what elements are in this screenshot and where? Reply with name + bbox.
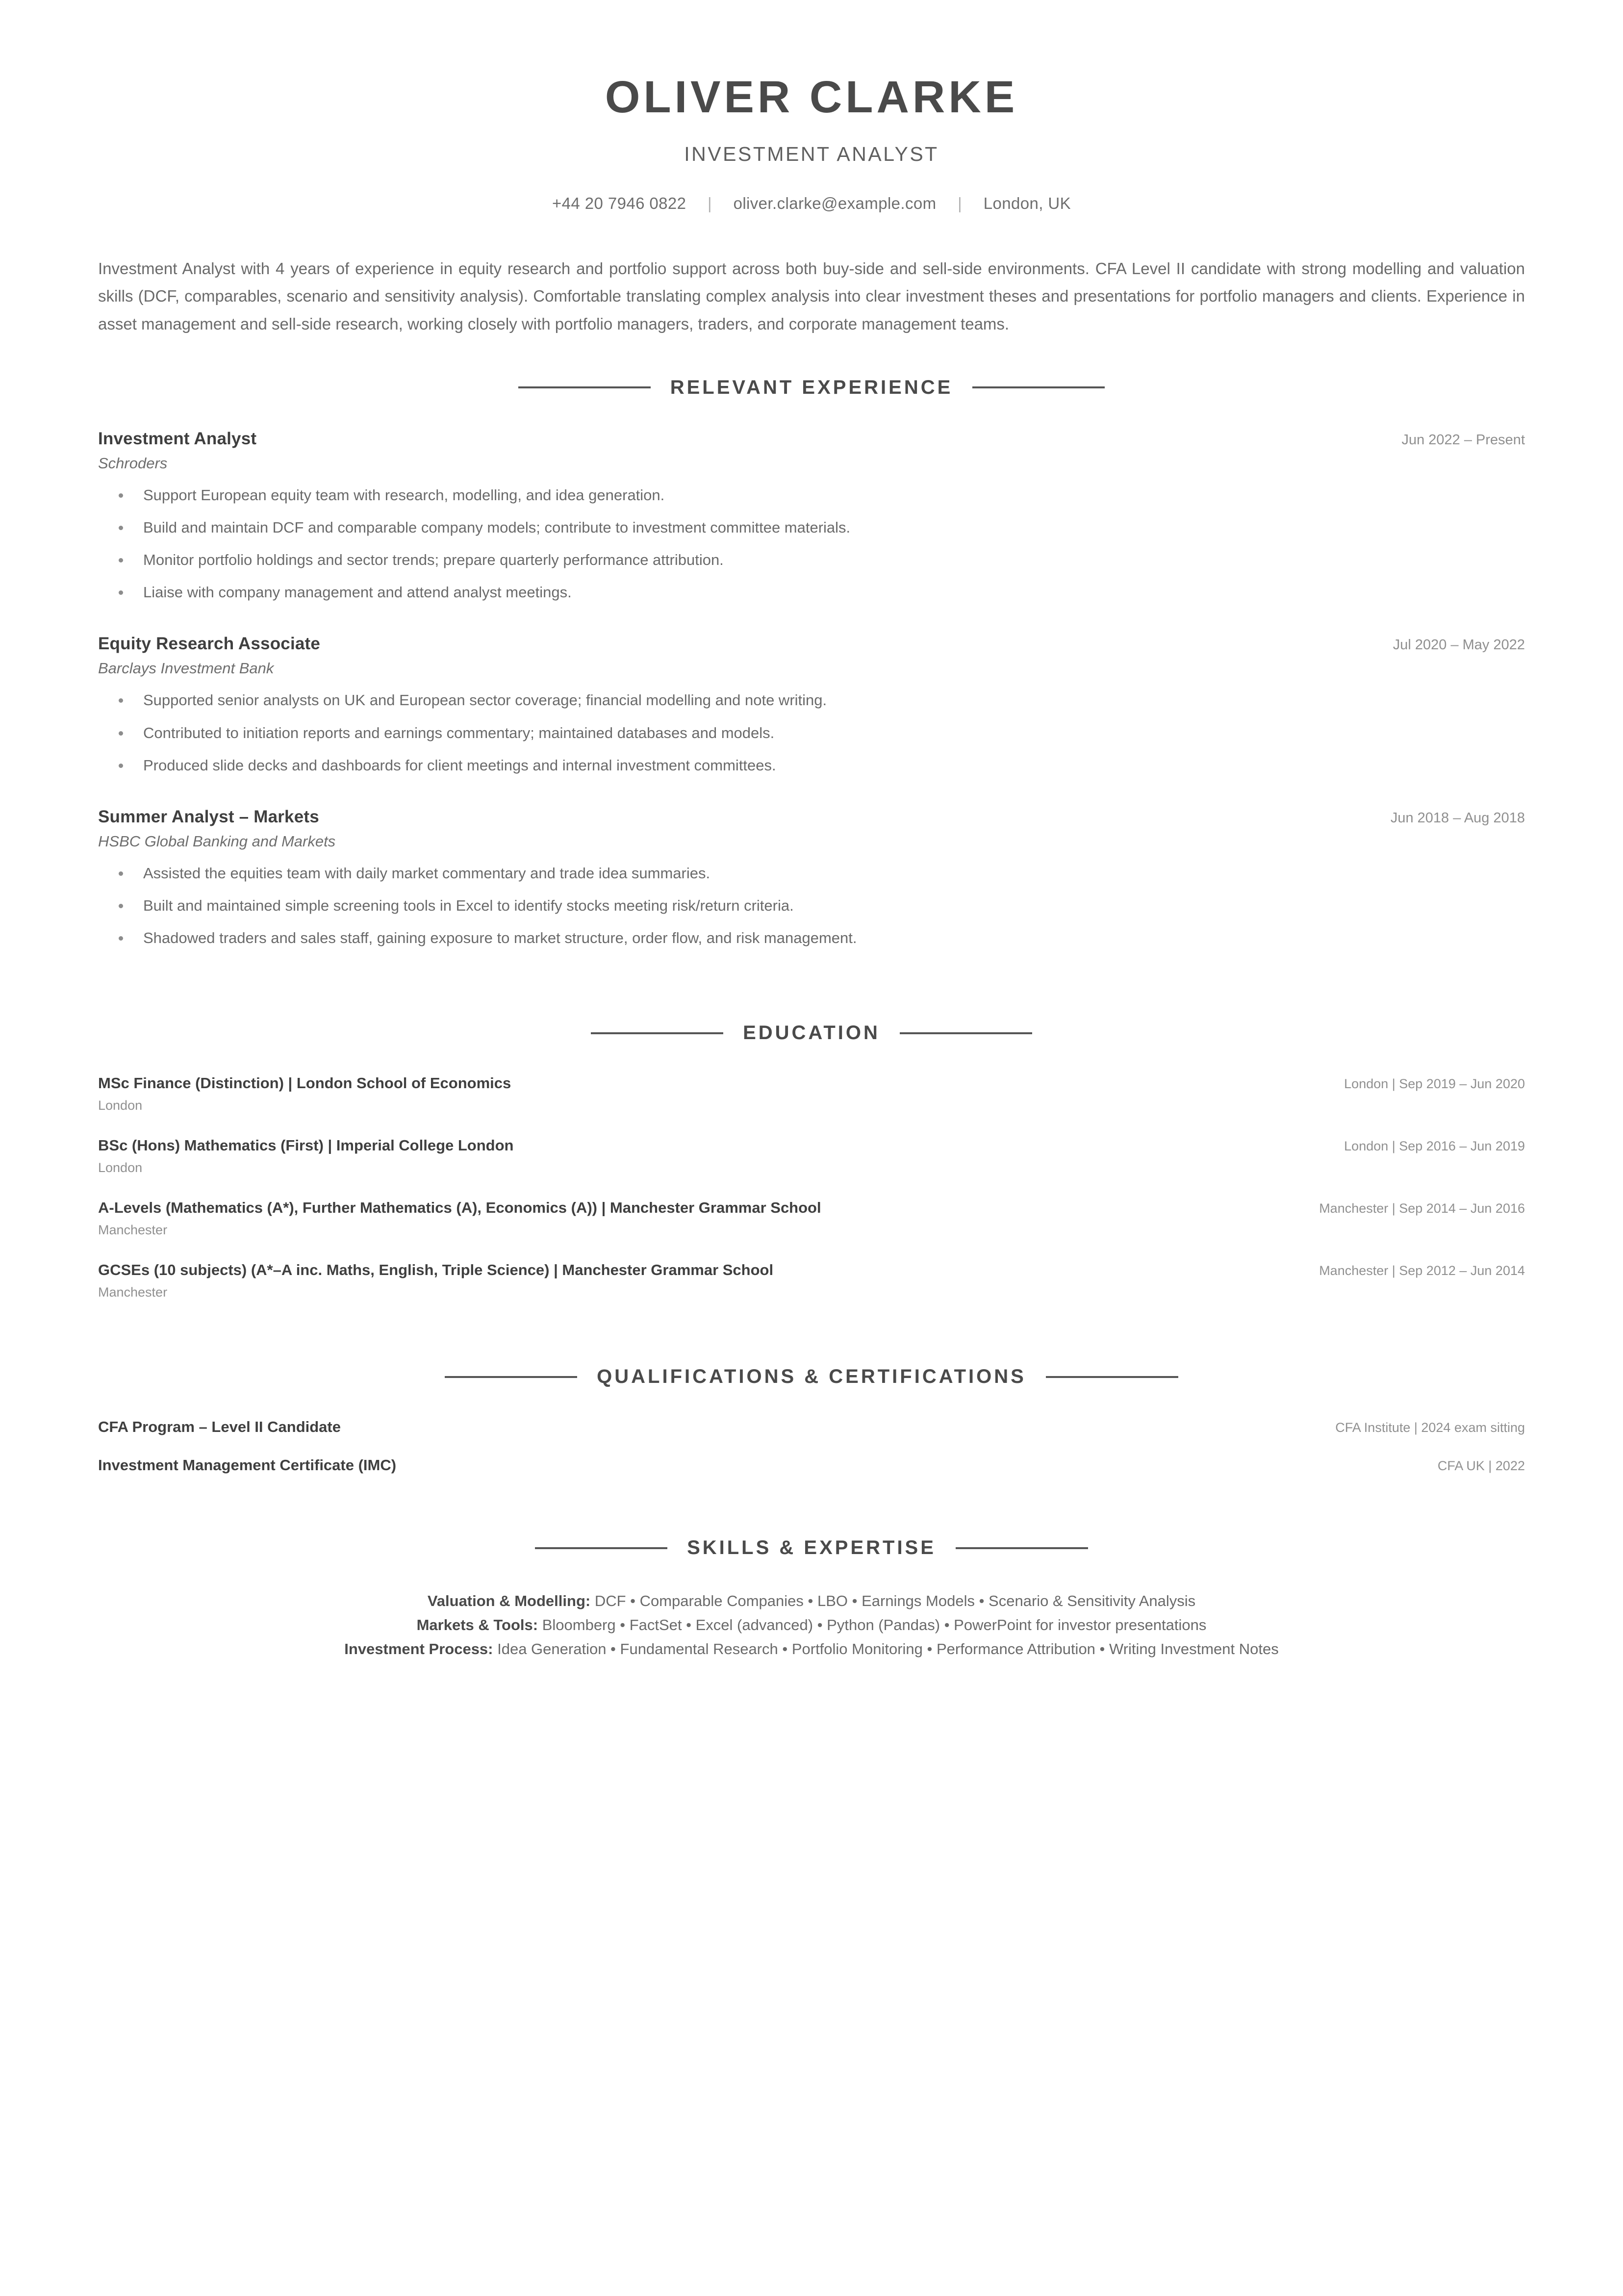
rule-left-icon <box>535 1547 667 1549</box>
education-degree: GCSEs (10 subjects) (A*–A inc. Maths, English, Triple Science) | Manchester Grammar School <box>98 1261 774 1279</box>
qualification-entry <box>98 1418 1525 1436</box>
section-header-qualifications <box>98 1366 1525 1388</box>
section-header-education <box>98 1022 1525 1044</box>
contact-separator-1: | <box>708 194 712 212</box>
skill-line <box>98 1637 1525 1661</box>
job-company: Schroders <box>98 454 168 472</box>
rule-right-icon <box>1046 1376 1178 1378</box>
spacer <box>98 980 1525 1022</box>
education-entry <box>98 1074 1525 1113</box>
rule-left-icon <box>518 386 651 388</box>
job-bullet: Monitor portfolio holdings and sector trends; prepare quarterly performance attribution. <box>98 550 1525 570</box>
education-header-row <box>98 1199 1525 1217</box>
skill-line <box>98 1613 1525 1637</box>
education-location: London <box>98 1160 143 1175</box>
education-degree: A-Levels (Mathematics (A*), Further Mathematics (A), Economics (A)) | Manchester Grammar School <box>98 1199 821 1217</box>
education-meta: Manchester | Sep 2012 – Jun 2014 <box>1319 1263 1525 1278</box>
job-title: Summer Analyst – Markets <box>98 807 319 826</box>
job-bullet: Assisted the equities team with daily market commentary and trade idea summaries. <box>98 863 1525 884</box>
rule-right-icon <box>900 1032 1032 1034</box>
skill-category: Valuation & Modelling: <box>427 1592 591 1610</box>
rule-right-icon <box>972 386 1105 388</box>
education-meta: London | Sep 2019 – Jun 2020 <box>1344 1076 1525 1092</box>
job-bullet: Shadowed traders and sales staff, gaining exposure to market structure, order flow, and risk management. <box>98 928 1525 948</box>
job-date: Jun 2018 – Aug 2018 <box>1390 810 1525 826</box>
section-title-skills: SKILLS & EXPERTISE <box>687 1537 936 1559</box>
education-meta: Manchester | Sep 2014 – Jun 2016 <box>1319 1201 1525 1216</box>
job-bullet: Build and maintain DCF and comparable company models; contribute to investment committee materials. <box>98 517 1525 538</box>
section-title-qualifications: QUALIFICATIONS & CERTIFICATIONS <box>597 1366 1026 1388</box>
job-date: Jul 2020 – May 2022 <box>1393 637 1525 653</box>
education-degree: BSc (Hons) Mathematics (First) | Imperial College London <box>98 1137 514 1154</box>
spacer <box>98 1324 1525 1366</box>
education-header-row <box>98 1137 1525 1154</box>
job-company: Barclays Investment Bank <box>98 660 274 677</box>
qualification-meta: CFA UK | 2022 <box>1437 1458 1525 1474</box>
education-header-row <box>98 1261 1525 1279</box>
skill-items: DCF • Comparable Companies • LBO • Earnings Models • Scenario & Sensitivity Analysis <box>590 1592 1196 1610</box>
email-text: oliver.clarke@example.com <box>733 194 937 212</box>
job-bullet-list <box>98 690 1525 775</box>
job-bullet: Contributed to initiation reports and earnings commentary; maintained databases and models. <box>98 723 1525 743</box>
experience-header-row <box>98 634 1525 654</box>
education-location: Manchester <box>98 1223 168 1238</box>
qualification-row <box>98 1418 1525 1436</box>
job-bullet: Support European equity team with research, modelling, and idea generation. <box>98 485 1525 506</box>
rule-left-icon <box>591 1032 723 1034</box>
education-header-row <box>98 1074 1525 1092</box>
location-text: London, UK <box>983 194 1071 212</box>
experience-header-row <box>98 429 1525 449</box>
experience-entry <box>98 807 1525 948</box>
candidate-role: INVESTMENT ANALYST <box>684 142 939 165</box>
qualification-meta: CFA Institute | 2024 exam sitting <box>1335 1420 1525 1435</box>
education-entry <box>98 1137 1525 1175</box>
professional-summary: Investment Analyst with 4 years of experience in equity research and portfolio support across both buy-side and sell-side environments. CFA Level II candidate with strong modelling and valuation skills (DCF, comparables, scenario and sensitivity analysis). Comfortable translating complex analysis into clear investment theses and presentations for portfolio managers and clients. Experience in asset management and sell-side research, working closely with portfolio managers, traders, and corporate management teams. <box>98 259 1525 333</box>
qualification-entry <box>98 1456 1525 1474</box>
rule-left-icon <box>445 1376 577 1378</box>
spacer <box>98 1495 1525 1537</box>
experience-entry <box>98 634 1525 775</box>
education-location: Manchester <box>98 1285 168 1300</box>
job-date: Jun 2022 – Present <box>1401 432 1525 448</box>
rule-right-icon <box>956 1547 1088 1549</box>
qualification-name: CFA Program – Level II Candidate <box>98 1418 341 1436</box>
skill-items: Bloomberg • FactSet • Excel (advanced) • Python (Pandas) • PowerPoint for investor presentations <box>538 1616 1207 1634</box>
section-header-experience <box>98 377 1525 399</box>
education-entry <box>98 1261 1525 1300</box>
qualification-row <box>98 1456 1525 1474</box>
education-degree: MSc Finance (Distinction) | London School of Economics <box>98 1074 511 1092</box>
job-bullet: Supported senior analysts on UK and European sector coverage; financial modelling and note writing. <box>98 690 1525 711</box>
section-title-experience: RELEVANT EXPERIENCE <box>670 376 953 398</box>
skill-items: Idea Generation • Fundamental Research • Portfolio Monitoring • Performance Attribution • Writing Investment Notes <box>493 1640 1279 1658</box>
contact-line <box>98 194 1525 213</box>
job-bullet: Liaise with company management and attend analyst meetings. <box>98 582 1525 603</box>
candidate-name: OLIVER CLARKE <box>605 72 1018 122</box>
skill-category: Markets & Tools: <box>416 1616 538 1634</box>
job-title: Investment Analyst <box>98 429 257 448</box>
experience-header-row <box>98 807 1525 827</box>
experience-entry <box>98 429 1525 603</box>
job-bullet-list <box>98 863 1525 948</box>
education-location: London <box>98 1098 143 1113</box>
job-title: Equity Research Associate <box>98 634 321 654</box>
phone-text: +44 20 7946 0822 <box>552 194 686 212</box>
section-header-skills <box>98 1537 1525 1559</box>
job-bullet: Produced slide decks and dashboards for client meetings and internal investment committees. <box>98 755 1525 776</box>
skill-category: Investment Process: <box>344 1640 493 1658</box>
job-bullet: Built and maintained simple screening tools in Excel to identify stocks meeting risk/return criteria. <box>98 895 1525 916</box>
section-title-education: EDUCATION <box>743 1022 880 1044</box>
qualification-name: Investment Management Certificate (IMC) <box>98 1456 397 1474</box>
education-entry <box>98 1199 1525 1238</box>
contact-separator-2: | <box>958 194 963 212</box>
job-company: HSBC Global Banking and Markets <box>98 832 336 850</box>
education-meta: London | Sep 2016 – Jun 2019 <box>1344 1139 1525 1154</box>
job-bullet-list <box>98 485 1525 603</box>
skill-line <box>98 1589 1525 1613</box>
